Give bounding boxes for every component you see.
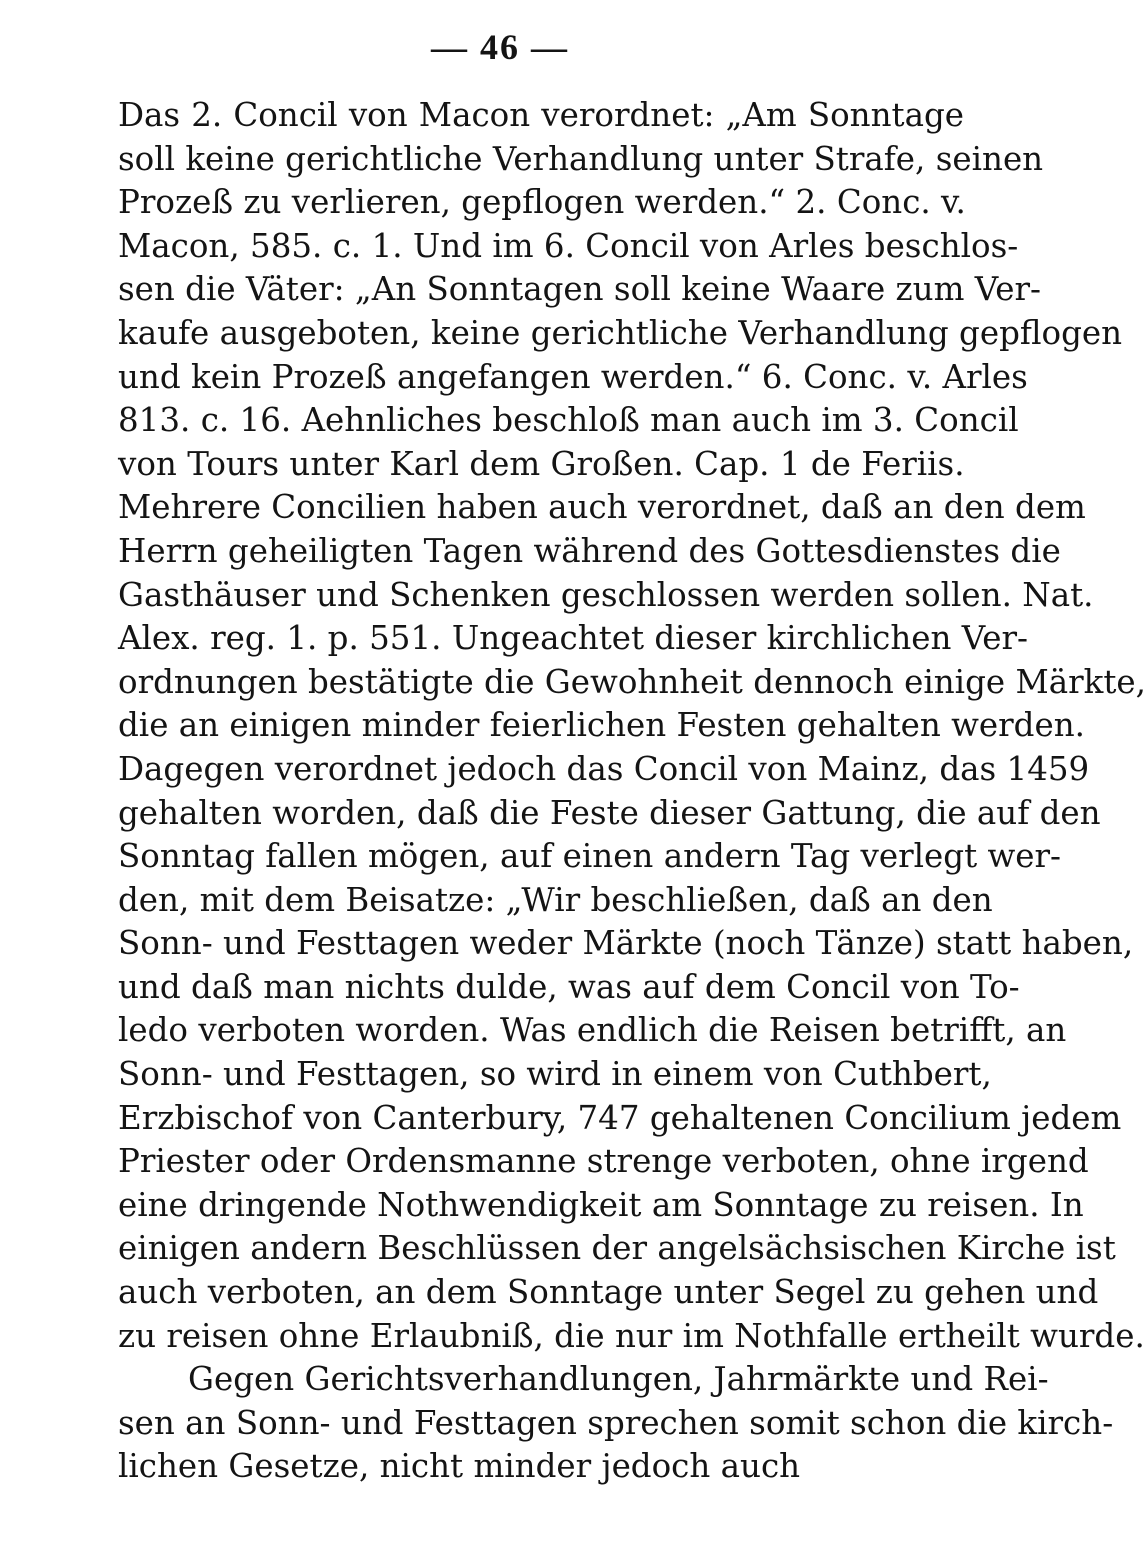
text-line: Priester oder Ordensmanne strenge verboten, ohne irgend bbox=[118, 1142, 1089, 1181]
text-line: Herrn geheiligten Tagen während des Gottesdienstes die bbox=[118, 531, 1061, 570]
text-line: Gasthäuser und Schenken geschlossen werden sollen. Nat. bbox=[118, 575, 1094, 614]
paragraph-first-line: Gegen Gerichtsverhandlungen, Jahrmärkte und Rei- bbox=[188, 1360, 1049, 1399]
text-line: zu reisen ohne Erlaubniß, die nur im Nothfalle ertheilt wurde. bbox=[118, 1316, 1145, 1355]
text-line: Das 2. Concil von Macon verordnet: „Am Sonntage bbox=[118, 96, 964, 134]
text-line: lichen Gesetze, nicht minder jedoch auch bbox=[118, 1447, 801, 1486]
text-line: soll keine gerichtliche Verhandlung unter Strafe, seinen bbox=[118, 139, 1044, 178]
text-line: Sonntag fallen mögen, auf einen andern Tag verlegt wer- bbox=[118, 837, 1062, 876]
text-line: Dagegen verordnet jedoch das Concil von Mainz, das 1459 bbox=[118, 749, 1090, 788]
text-line: ledo verboten worden. Was endlich die Reisen betrifft, an bbox=[118, 1011, 1067, 1050]
text-line: Mehrere Concilien haben auch verordnet, daß an den dem bbox=[118, 488, 1086, 527]
text-line: auch verboten, an dem Sonntage unter Segel zu gehen und bbox=[118, 1273, 1099, 1312]
text-line: von Tours unter Karl dem Großen. Cap. 1 de Feriis. bbox=[118, 444, 965, 483]
text-line: Erzbischof von Canterbury, 747 gehaltenen Concilium jedem bbox=[118, 1098, 1122, 1137]
text-line: eine dringende Nothwendigkeit am Sonntage zu reisen. In bbox=[118, 1185, 1084, 1224]
text-line: die an einigen minder feierlichen Festen gehalten werden. bbox=[118, 706, 1085, 745]
body-text bbox=[118, 94, 1146, 1489]
text-line: und daß man nichts dulde, was auf dem Concil von To- bbox=[118, 967, 1020, 1006]
text-line: Prozeß zu verlieren, gepflogen werden.“ 2. Conc. v. bbox=[118, 183, 966, 222]
text-line: 813. c. 16. Aehnliches beschloß man auch im 3. Concil bbox=[118, 401, 1019, 440]
text-line: und kein Prozeß angefangen werden.“ 6. Conc. v. Arles bbox=[118, 357, 1028, 396]
page-number: — 46 — bbox=[431, 27, 569, 67]
text-line: den, mit dem Beisatze: „Wir beschließen, daß an den bbox=[118, 880, 993, 919]
text-line: Sonn- und Festtagen, so wird in einem von Cuthbert, bbox=[118, 1055, 992, 1094]
text-line: Alex. reg. 1. p. 551. Ungeachtet dieser kirchlichen Ver- bbox=[118, 619, 1028, 658]
text-line: kaufe ausgeboten, keine gerichtliche Verhandlung gepflogen bbox=[118, 313, 1123, 352]
text-line: ordnungen bestätigte die Gewohnheit dennoch einige Märkte, bbox=[118, 662, 1146, 701]
text-line: Macon, 585. c. 1. Und im 6. Concil von Arles beschlos- bbox=[118, 226, 1019, 265]
text-line: Sonn- und Festtagen weder Märkte (noch Tänze) statt haben, bbox=[118, 924, 1134, 963]
text-line: gehalten worden, daß die Feste dieser Gattung, die auf den bbox=[118, 793, 1101, 832]
text-line: sen an Sonn- und Festtagen sprechen somit schon die kirch- bbox=[118, 1403, 1114, 1442]
text-line: sen die Väter: „An Sonntagen soll keine Waare zum Ver- bbox=[118, 270, 1041, 309]
text-line: einigen andern Beschlüssen der angelsächsischen Kirche ist bbox=[118, 1229, 1116, 1268]
